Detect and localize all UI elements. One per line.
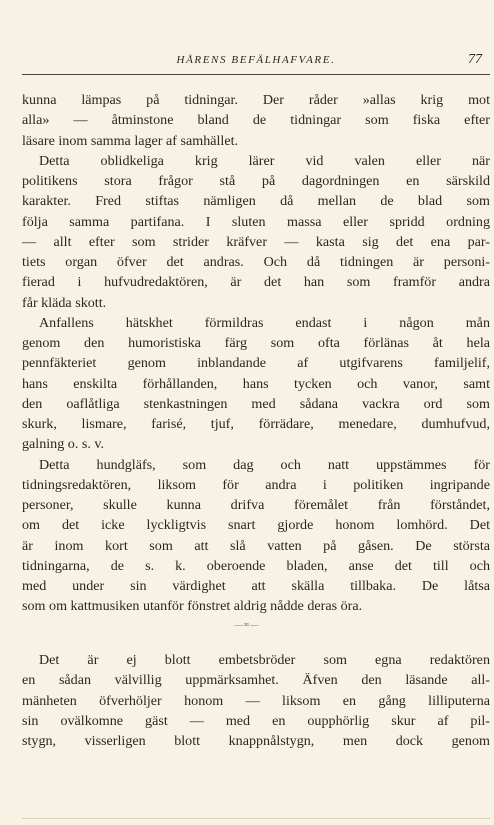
text-line: genom den humoristiska färg som ofta förlänas åt hela bbox=[22, 335, 490, 351]
text-line: pennfäkteriet genom inblandande af utgifvarens familjelif, bbox=[22, 355, 490, 372]
text-line: personer, skulle kunna drifva föremålet från förståndet, bbox=[22, 497, 490, 513]
page-bottom-edge bbox=[22, 818, 490, 819]
page-header bbox=[22, 52, 490, 75]
running-title: HÅRENS BEFÄLHAFVARE. bbox=[176, 54, 336, 66]
text-line: sin ovälkomne gäst — med en oupphörlig skur af pil- bbox=[22, 712, 490, 729]
text-line: galning o. s. v. bbox=[22, 436, 105, 453]
text-line: stygn, visserligen blott knappnålstygn, men dock genom bbox=[22, 733, 490, 749]
text-line: följa samma partifana. I sluten massa eller spridd ordning bbox=[22, 213, 490, 230]
text-line: alla» — åtminstone bland de tidningar som fiska efter bbox=[22, 112, 490, 129]
text-line: tiets organ öfver det andras. Och då tidningen är personi- bbox=[22, 254, 490, 270]
text-line: Det är ej blott embetsbröder som egna redaktören bbox=[39, 652, 490, 668]
text-line: skurk, lismare, farisé, tjuf, förrädare, menedare, dumhufvud, bbox=[22, 416, 490, 432]
text-line: Anfallens hätskhet förmildras endast i någon mån bbox=[39, 314, 490, 331]
text-line: tidningarna, de s. k. oberoende bladen, anse det till och bbox=[22, 557, 490, 574]
text-line: får kläda skott. bbox=[22, 294, 107, 311]
text-line: hans enskilta förhållanden, hans tycken och vanor, samt bbox=[22, 375, 490, 392]
text-line: läsare inom samma lager af samhället. bbox=[22, 132, 239, 149]
text-line: Detta oblidkeliga krig lärer vid valen eller när bbox=[39, 152, 490, 169]
text-line: Detta hundgläfs, som dag och natt uppstämmes för bbox=[39, 456, 490, 473]
text-line: med under sin värdighet att skälla tillbaka. De låtsa bbox=[22, 578, 490, 594]
text-line: är inom kort som att slå vatten på gåsen. De största bbox=[22, 537, 490, 554]
body-text-section-2 bbox=[22, 650, 490, 751]
text-line: som om kattmusiken utanför fönstret aldrig nådde deras öra. bbox=[22, 598, 363, 615]
section-ornament: —∞— bbox=[234, 620, 260, 629]
text-line: tidningsredaktören, liksom för andra i politiken ingripande bbox=[22, 476, 490, 493]
text-line: en sådan välvillig uppmärksamhet. Äfven den läsande all- bbox=[22, 672, 490, 689]
text-line: kunna lämpas på tidningar. Der råder »allas krig mot bbox=[22, 92, 490, 108]
text-line: den oaflåtliga stenkastningen med sådana vackra ord som bbox=[22, 395, 490, 412]
page-number: 77 bbox=[468, 52, 482, 67]
body-text-section-1 bbox=[22, 90, 490, 617]
text-line: mänheten öfverhöljer honom — liksom en gång lilliputerna bbox=[22, 692, 490, 709]
text-line: om det icke lyckligtvis snart gjorde honom lomhörd. Det bbox=[22, 517, 490, 534]
text-line: fierad i hufvudredaktören, är det han som framför andra bbox=[22, 274, 490, 291]
text-line: karakter. Fred stiftas nämligen då mellan de blad som bbox=[22, 193, 490, 210]
text-line: — allt efter som strider kräfver — kasta sig det ena par- bbox=[22, 233, 490, 250]
text-line: politikens stora frågor stå på dagordningen en särskild bbox=[22, 173, 490, 189]
